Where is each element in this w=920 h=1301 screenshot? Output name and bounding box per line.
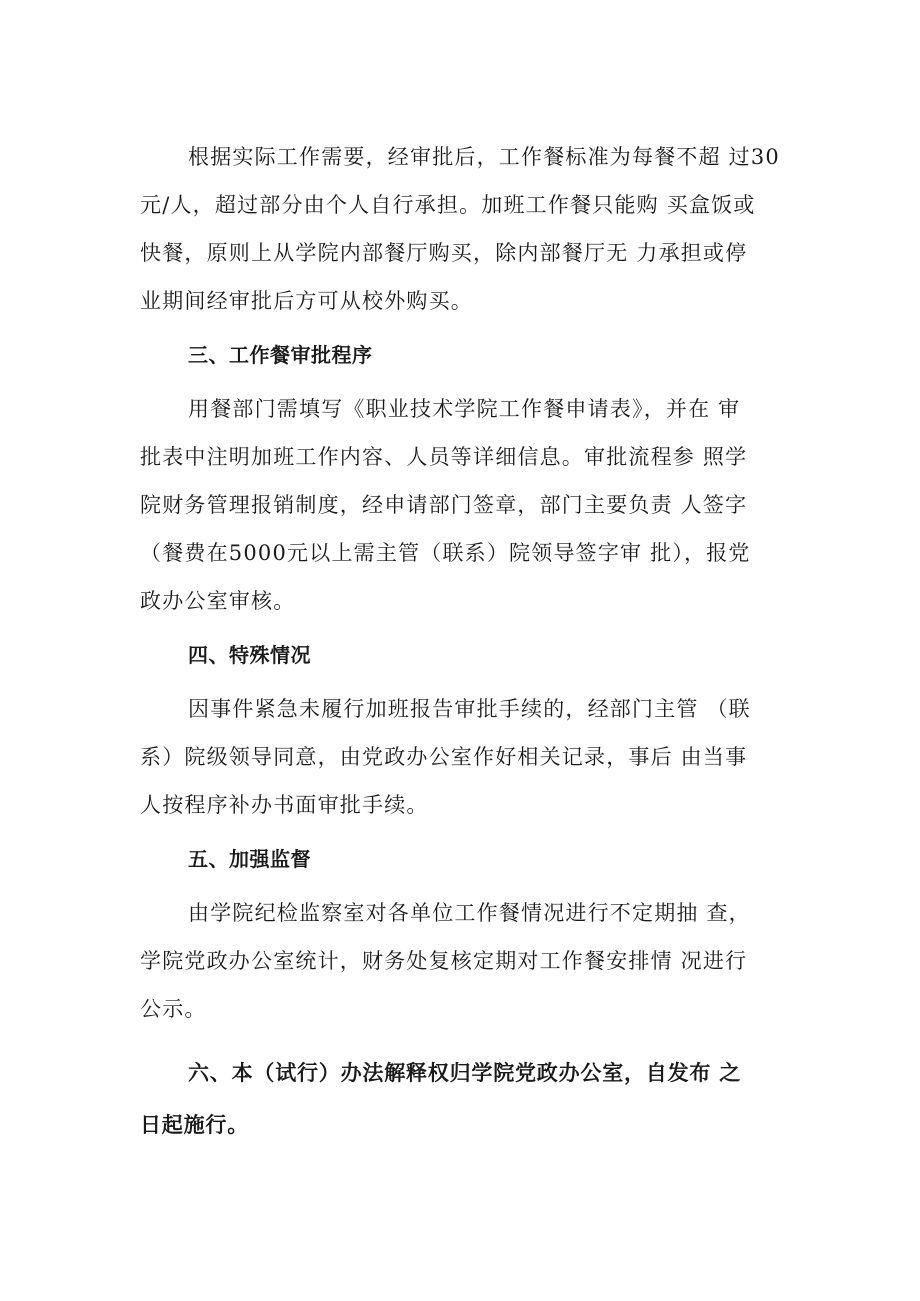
approval-heading: 三、工作餐审批程序 <box>188 343 373 367</box>
text-line: 政办公室审核。 <box>140 589 296 613</box>
supervision-heading: 五、加强监督 <box>188 847 311 871</box>
text-line: 公示。 <box>140 997 207 1021</box>
text-line: 六、本（试行）办法解释权归学院党政办公室，自发布 之 <box>188 1061 742 1085</box>
text-line: 院财务管理报销制度，经申请部门签章，部门主要负责 人签字 <box>140 493 748 517</box>
approval-paragraph <box>140 385 782 625</box>
text-line: 业期间经审批后方可从校外购买。 <box>140 289 473 313</box>
text-line: 快餐，原则上从学院内部餐厅购买，除内部餐厅无 力承担或停 <box>140 241 748 265</box>
special-paragraph <box>140 685 782 829</box>
text-line: 用餐部门需填写《职业技术学院工作餐申请表》，并在 审 <box>188 397 741 421</box>
text-line: 日起施行。 <box>140 1113 249 1137</box>
document-page <box>140 133 782 1151</box>
supervision-paragraph <box>140 889 782 1033</box>
special-heading: 四、特殊情况 <box>188 643 311 667</box>
text-line: 学院党政办公室统计，财务处复核定期对工作餐安排情 况进行 <box>140 949 748 973</box>
text-line: 系）院级领导同意，由党政办公室作好相关记录，事后 由当事 <box>140 745 748 769</box>
text-line: 人按程序补办书面审批手续。 <box>140 793 429 817</box>
text-line: 根据实际工作需要，经审批后，工作餐标准为每餐不超 过30 <box>188 145 780 169</box>
text-line: （餐费在5000元以上需主管（联系）院领导签字审 批），报党 <box>140 541 751 565</box>
meal-standard-paragraph <box>140 133 782 325</box>
text-line: 批表中注明加班工作内容、人员等详细信息。审批流程参 照学 <box>140 445 748 469</box>
text-line: 因事件紧急未履行加班报告审批手续的，经部门主管 （联 <box>188 697 751 721</box>
final-clause-paragraph <box>140 1047 782 1151</box>
text-line: 由学院纪检监察室对各单位工作餐情况进行不定期抽 查， <box>188 901 751 925</box>
text-line: 元/人，超过部分由个人自行承担。加班工作餐只能购 买盒饭或 <box>140 193 756 217</box>
